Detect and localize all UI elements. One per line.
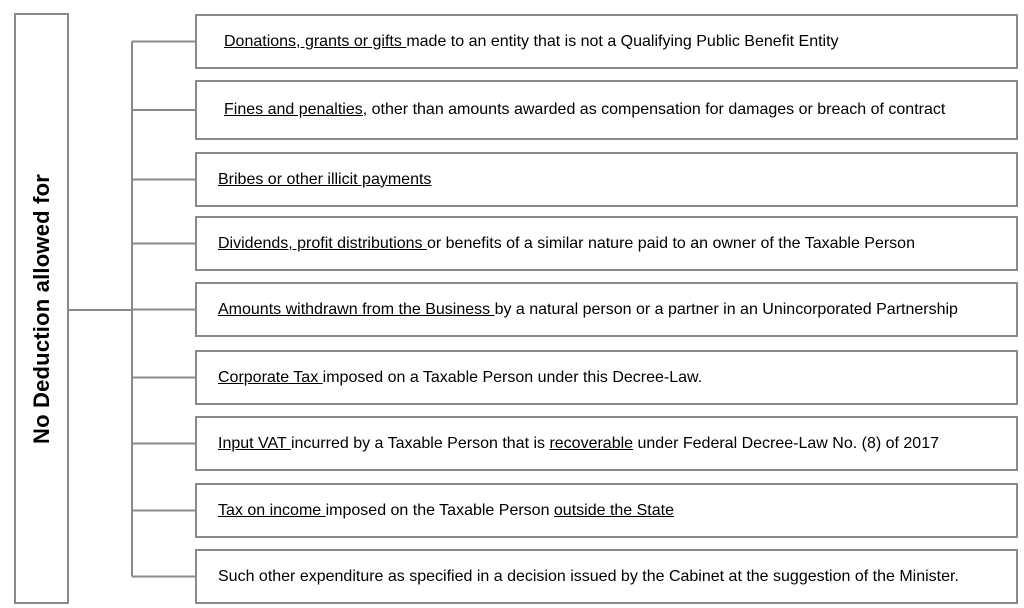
- underlined-term: recoverable: [549, 434, 634, 452]
- deduction-item-text: [224, 33, 839, 51]
- item-text-segment: made to an entity that is not a Qualifying Public Benefit Entity: [406, 32, 839, 50]
- underlined-term: Amounts withdrawn from the Business: [218, 300, 495, 318]
- deduction-item-text: [218, 171, 431, 189]
- deduction-item-text: [218, 369, 702, 387]
- underlined-term: Corporate Tax: [218, 368, 323, 386]
- deduction-item-text: [224, 101, 945, 119]
- deduction-item-text: [218, 301, 958, 319]
- root-category-label: No Deduction allowed for: [28, 173, 54, 444]
- deduction-item-box: [195, 350, 1018, 405]
- deduction-item-box: [195, 14, 1018, 69]
- item-text-segment: by a natural person or a partner in an Unincorporated Partnership: [494, 300, 958, 318]
- deduction-item-text: [218, 435, 939, 453]
- deduction-item-box: [195, 483, 1018, 538]
- deduction-item-box: [195, 80, 1018, 140]
- deduction-item-box: [195, 416, 1018, 471]
- deduction-item-box: [195, 216, 1018, 271]
- deduction-item-text: [218, 568, 959, 586]
- underlined-term: Dividends, profit distributions: [218, 234, 427, 252]
- deduction-item-box: [195, 282, 1018, 337]
- item-text-segment: Such other expenditure as specified in a decision issued by the Cabinet at the suggestion of the Minister.: [218, 567, 959, 585]
- item-text-segment: incurred by a Taxable Person that is: [290, 434, 550, 452]
- item-text-segment: or benefits of a similar nature paid to an owner of the Taxable Person: [426, 234, 915, 252]
- underlined-term: Fines and penalties: [224, 101, 363, 118]
- deduction-item-box: [195, 549, 1018, 604]
- deduction-item-text: [218, 502, 674, 520]
- item-text-segment: imposed on the Taxable Person: [325, 501, 554, 519]
- item-text-segment: under Federal Decree-Law No. (8) of 2017: [633, 434, 939, 452]
- underlined-term: Bribes or other illicit payments: [218, 170, 432, 188]
- deduction-item-text: [218, 235, 915, 253]
- underlined-term: Tax on income: [218, 501, 326, 519]
- item-text-segment: , other than amounts awarded as compensation for damages or breach of contract: [362, 101, 946, 118]
- underlined-term: Input VAT: [218, 434, 291, 452]
- underlined-term: outside the State: [553, 501, 674, 519]
- deduction-item-box: [195, 152, 1018, 207]
- underlined-term: Donations, grants or gifts: [224, 32, 407, 50]
- item-text-segment: imposed on a Taxable Person under this Decree-Law.: [322, 368, 703, 386]
